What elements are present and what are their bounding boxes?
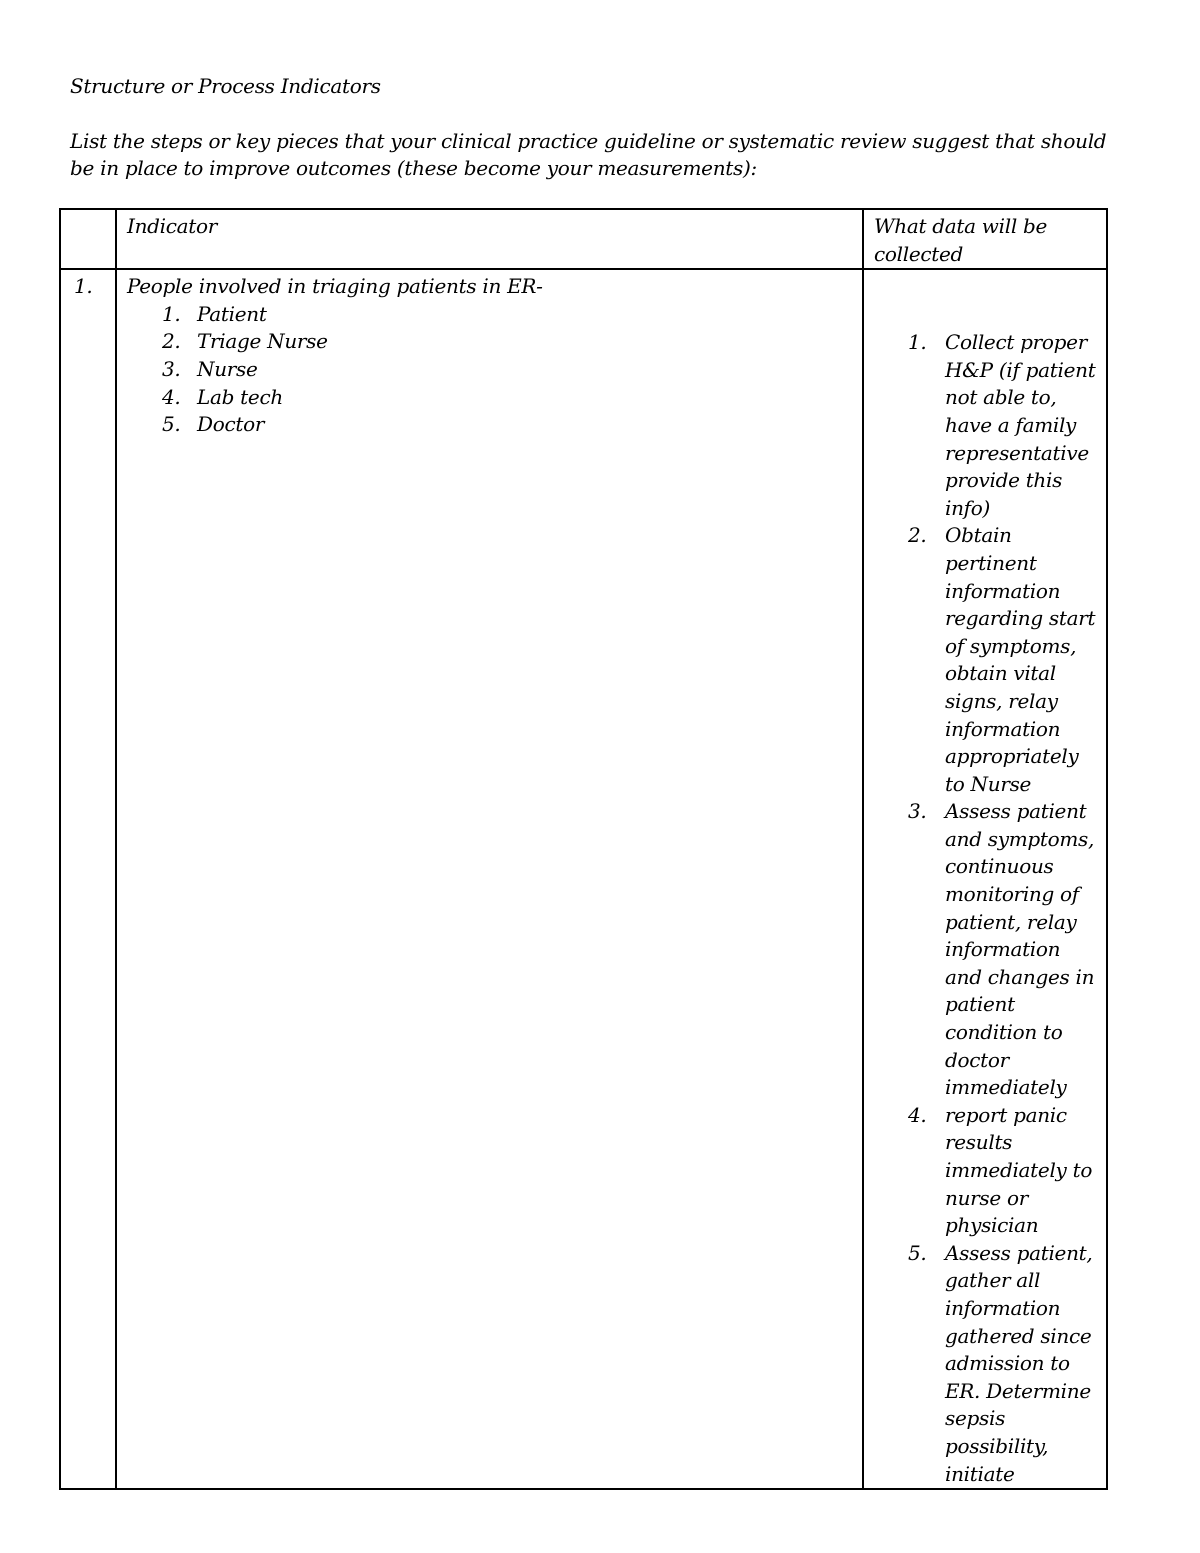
page-title: Structure or Process Indicators — [70, 74, 381, 98]
list-item-text: Assess patient, gather all information gathered since admission to ER. Determine sepsis possibility, initiate — [945, 1240, 1093, 1486]
list-item-text: Triage Nurse — [197, 329, 328, 354]
list-item-text: Nurse — [197, 356, 258, 381]
table-row — [60, 269, 1107, 1489]
instructions-paragraph: List the steps or key pieces that your clinical practice guideline or systematic review suggest that should be in place to improve outcomes (these become your measurements): — [70, 129, 1107, 180]
header-number — [61, 210, 115, 213]
list-marker: 5. — [908, 1240, 927, 1265]
list-marker: 3. — [908, 799, 927, 824]
list-marker: 1. — [162, 301, 181, 326]
list-marker: 3. — [162, 356, 181, 381]
indicators-table — [59, 208, 1108, 1490]
list-item-text: Patient — [197, 301, 267, 326]
list-item — [864, 329, 1100, 522]
header-data: What data will be collected — [874, 214, 1048, 266]
row-number: 1. — [74, 274, 93, 299]
list-item — [127, 301, 852, 329]
row-data-cell — [863, 269, 1107, 1489]
list-marker: 2. — [908, 523, 927, 548]
list-marker: 4. — [908, 1102, 927, 1127]
header-indicator-cell — [116, 209, 863, 269]
list-item — [864, 1102, 1100, 1240]
data-collected-list — [864, 329, 1100, 1488]
indicator-text: People involved in triaging patients in ER- — [127, 274, 543, 299]
list-item — [864, 522, 1100, 798]
list-marker: 2. — [162, 329, 181, 354]
list-marker: 1. — [908, 330, 927, 355]
list-item — [127, 356, 852, 384]
list-item — [127, 411, 852, 439]
list-item — [864, 798, 1100, 1102]
list-marker: 4. — [162, 384, 181, 409]
header-number-cell — [60, 209, 116, 269]
list-item-text: report panic results immediately to nurse or physician — [945, 1102, 1093, 1238]
header-indicator: Indicator — [127, 214, 218, 238]
people-list — [127, 301, 852, 439]
row-number-cell — [60, 269, 116, 1489]
list-item — [127, 328, 852, 356]
list-item — [127, 384, 852, 412]
row-indicator-cell — [116, 269, 863, 1489]
table-header-row — [60, 209, 1107, 269]
header-data-cell — [863, 209, 1107, 269]
list-item — [864, 1240, 1100, 1488]
list-marker: 5. — [162, 412, 181, 437]
list-item-text: Assess patient and symptoms, continuous monitoring of patient, relay information and changes in patient condition to doctor immediately — [945, 799, 1095, 1100]
list-item-text: Doctor — [197, 412, 265, 437]
list-item-text: Obtain pertinent information regarding start of symptoms, obtain vital signs, relay information appropriately to Nurse — [945, 523, 1096, 796]
list-item-text: Lab tech — [197, 384, 283, 409]
list-item-text: Collect proper H&P (if patient not able to, have a family representative provide this info) — [945, 330, 1096, 520]
